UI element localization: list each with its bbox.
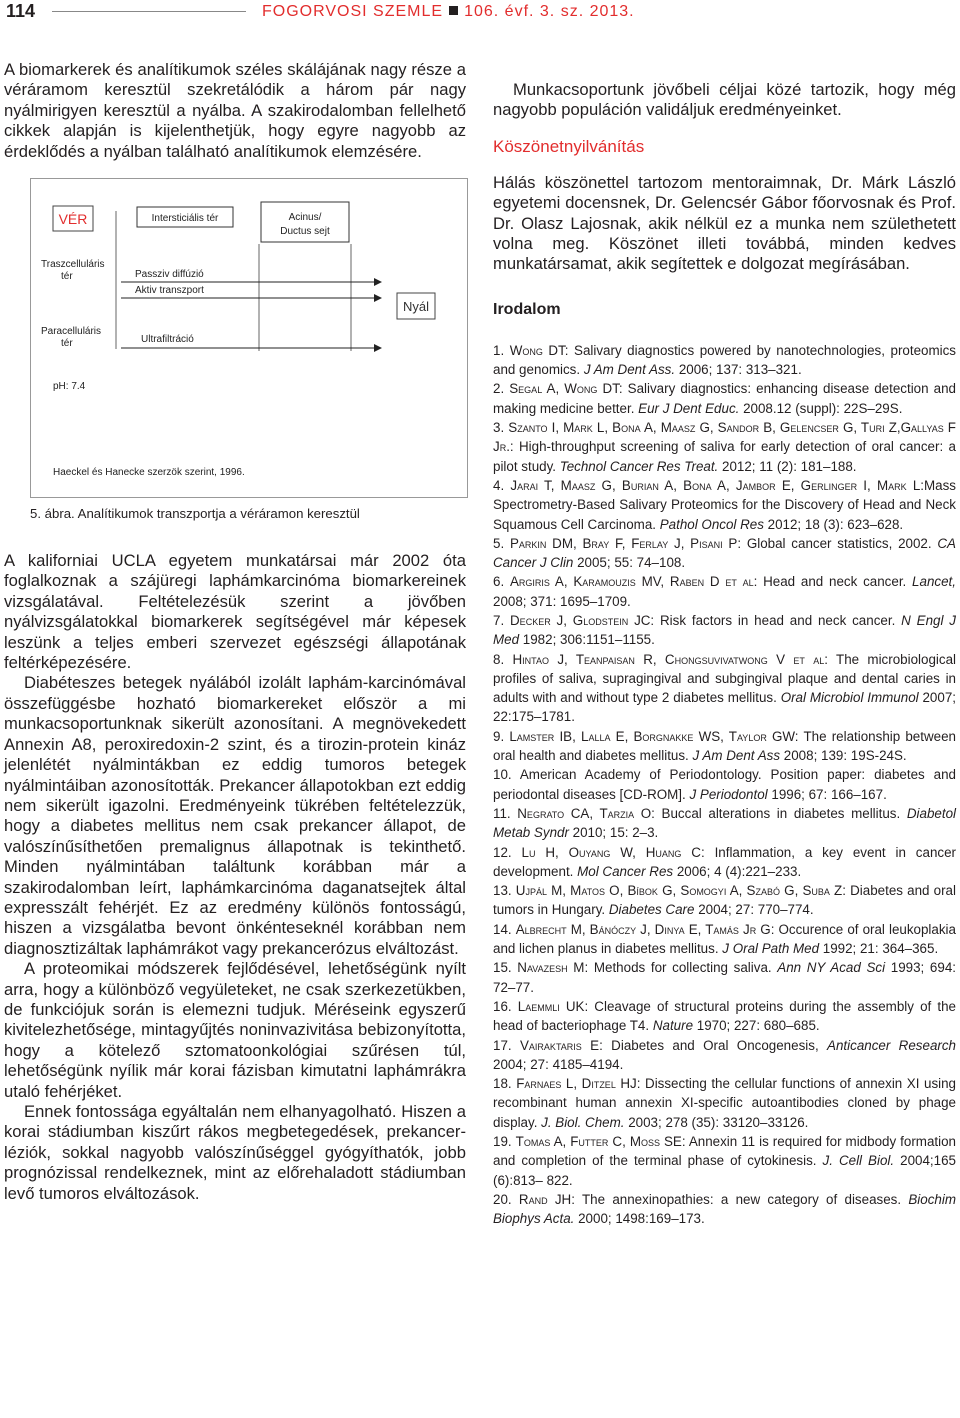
reference-item: 2. Segal A, Wong DT: Salivary diagnostics: enhancing disease detection and making medicine better. Eur J Dent Educ. 2008.12 (suppl): 22S–29S. <box>493 381 956 416</box>
transport-diagram <box>31 179 467 497</box>
figure-caption <box>30 506 466 521</box>
reference-item: 13. Ujpál M, Matos O, Bíbok G, Somogyi A, Szabó G, Suba Z: Diabetes and oral tumors in Hungary. Diabetes Care 2004; 27: 770–774. <box>493 883 956 918</box>
journal-name: FOGORVOSI SZEMLE <box>262 3 444 20</box>
figure-source: Haeckel és Hanecke szerzök szerint, 1996. <box>53 467 245 479</box>
reference-item: 17. Vairaktaris E: Diabetes and Oral Oncogenesis, Anticancer Research 2004; 27: 4185–4194. <box>493 1037 956 1072</box>
body-paragraph-2: Diabéteszes betegek nyálából izolált laphám-karcinómával összefüggésbe hozható biomarkereket először a mi munkacsoportunknak sikerült azonosítani. A megnövekedett Annexin A8, peroxiredoxin-2 szint, és a tirozin-protein kináz jelenlétét nyálmintákban ez eddig tumoros betegek nyálmintáiban azonosították. Prekancer állapotokban ezt eddig nem sikerült igazolni. Eredményeink tükrében feltételezzük, hogy a diabetes mellitus nem csak prekancer állapot, de valószínűsíthetően premalignus állapotnak is tekinthető. Minden nyálmintában találtunk korábban már a szakirodalomban leírt, laphámkarcinóma daganatsejtek által expresszált fehérjét. Ez az eredmény különös fontosságú, hiszen a vizsgálatba bevont önkénteseknél korábban nem diagnosztizáltak laphámrákot vagy prekancerózus elváltozást. <box>4 673 466 958</box>
transcellular-label-2: tér <box>61 271 73 283</box>
header-rule <box>52 11 246 12</box>
transcellular-label: Traszcelluláris <box>41 259 105 271</box>
reference-item: 10. American Academy of Periodontology. Position paper: diabetes and periodontal diseases [CD-ROM]. J Periodontol 1996; 67: 166–167. <box>493 767 957 802</box>
ultrafiltration-label: Ultrafiltráció <box>141 334 194 346</box>
reference-item: 15. Navazesh M: Methods for collecting saliva. Ann NY Acad Sci 1993; 694: 72–77. <box>493 960 956 995</box>
caption-number: 5. ábra. <box>30 506 75 522</box>
reference-item: 9. Lamster IB, Lalla E, Borgnakke WS, Taylor GW: The relationship between oral health and diabetes mellitus. J Am Dent Ass 2008; 139: 19S-24S. <box>493 728 956 764</box>
references-heading: Irodalom <box>493 300 561 318</box>
reference-item: 5. Parkin DM, Bray F, Ferlay J, Pisani P: Global cancer statistics, 2002. CA Cancer J Clin 2005; 55: 74–108. <box>493 535 956 571</box>
reference-item: 6. Argiris A, Karamouzis MV, Raben D et al: Head and neck cancer. Lancet, 2008; 371: 1695–1709. <box>493 574 956 609</box>
reference-item: 14. Albrecht M, Bánóczy J, Dinya E, Tamás Jr G: Occurence of oral leukoplakia and lichen planus in diabetes mellitus. J Oral Path Med 1992; 21: 364–365. <box>493 921 956 957</box>
body-paragraph-3: A proteomikai módszerek fejlődésével, lehetőségünk nyílt arra, hogy a különböző vegyületeket, ne csak szerkezetükben, de funkciójuk során is elemezni tudjuk. Méréseink egyszerű kivitelezhetősége, mintagyűjtés noninvazivitása bebizonyította, hogy a kötelező sztomatoonkológiai szűrésen túl, lehetőségünk nyílik már korai fázisban kimutatni laphámrákra utaló fehérjéket. <box>4 959 466 1101</box>
body-paragraph-1: A kaliforniai UCLA egyetem munkatársai már 2002 óta foglalkoznak a szájüregi laphámkarcinóma biomarkereinek vizsgálatával. Feltételezésük szerint a jövőben nyálvizsgálatokkal biomarkerek segítségével már képesek leszünk a teljes emberi szervezet egészségi állapotának feltérképezésére. <box>4 551 466 673</box>
reference-item: 3. Szanto I, Mark L, Bona A, Maasz G, Sandor B, Gelencser G, Turi Z,Gallyas F Jr.: High-throughput screening of saliva for early detection of oral cancer: a pilot study. Technol Cancer Res Treat. 2012; 11 (2): 181–188. <box>493 420 956 474</box>
reference-list <box>493 341 956 1229</box>
intro-paragraph: A biomarkerek és analítikumok széles skálájának nagy része a véráramom keresztül szekretálódik a három pár nagy nyálmirigyen keresztül a nyálba. A szakirodalomban fellelhető cikkek alapján is kijelenthetjük, hogy egyre nagyobb az érdeklődés a nyálban található analítikumok elemzésére. <box>4 60 466 161</box>
journal-issue: 106. évf. 3. sz. 2013. <box>464 3 635 20</box>
acknowledgement-heading: Köszönetnyilvánítás <box>493 136 645 156</box>
acknowledgement-text: Hálás köszönettel tartozom mentoraimnak, Dr. Márk László egyetemi docensnek, Dr. Gelencsér Gábor főorvosnak és Prof. Dr. Olasz Lajosnak, akik nélkül ez a munka nem születhetett volna meg. Köszönet illeti továbbá, minden kedves munkatársamat, akik segítettek e dolgozat megírásában. <box>493 172 956 274</box>
nyal-label: Nyál <box>402 299 430 315</box>
conclusion-paragraph: Munkacsoportunk jövőbeli céljai közé tartozik, hogy még nagyobb populáción validáljuk eredményeinket. <box>493 80 956 120</box>
left-column <box>4 60 466 1204</box>
ph-label: pH: 7.4 <box>53 381 86 393</box>
reference-item: 8. Hintao J, Teanpaisan R, Chongsuvivatwong V et al: The microbiological profiles of saliva, supragingival and subgingival plaque and dental caries in adults with and without type 2 diabetes mellitus. Oral Microbiol Immunol 2007; 22:175–1781. <box>493 651 956 725</box>
reference-item: 16. Laemmli UK: Cleavage of structural proteins during the assembly of the head of bacteriophage T4. Nature 1970; 227: 680–685. <box>493 998 956 1034</box>
figure-5 <box>30 178 468 498</box>
caption-text: Analítikumok transzportja a véráramon keresztül <box>77 506 360 522</box>
reference-item: 1. Wong DT: Salivary diagnostics powered by nanotechnologies, proteomics and genomics. J Am Dent Ass. 2006; 137: 313–321. <box>493 342 956 378</box>
right-column <box>493 80 956 1229</box>
reference-item: 4. Jarai T, Maasz G, Burian A, Bona A, Jambor E, Gerlinger I, Mark L:Mass Spectrometry-Based Salivary Proteomics for the Discovery of Head and Neck Squamous Cell Carcinoma. Pathol Oncol Res 2012; 18 (3): 623–628. <box>493 477 956 532</box>
page-number: 114 <box>6 1 36 21</box>
ductus-label: Ductus sejt <box>280 226 330 238</box>
reference-item: 11. Negrato CA, Tarzia O: Buccal alterations in diabetes mellitus. Diabetol Metab Syndr 2010; 15: 2–3. <box>493 805 956 841</box>
running-header <box>0 0 960 30</box>
interstitial-label: Intersticiális tér <box>151 213 219 225</box>
ver-label: VÉR <box>58 211 88 228</box>
square-bullet-icon <box>449 6 458 15</box>
reference-item: 7. Decker J, Glodstein JC: Risk factors in head and neck cancer. N Engl J Med 1982; 306:1151–1155. <box>493 613 956 648</box>
reference-item: 19. Tomas A, Futter C, Moss SE: Annexin 11 is required for midbody formation and completion of the terminal phase of cytokinesis. J. Cell Biol. 2004;165 (6):813– 822. <box>493 1134 956 1188</box>
active-transport-label: Aktiv transzport <box>135 285 204 297</box>
acinus-label: Acinus/ <box>288 212 322 224</box>
passive-diffusion-label: Passziv diffúzió <box>135 269 204 281</box>
journal-title <box>262 3 635 21</box>
reference-item: 20. Rand JH: The annexinopathies: a new category of diseases. Biochim Biophys Acta. 2000; 1498:169–173. <box>493 1191 956 1227</box>
body-paragraph-4: Ennek fontossága egyáltalán nem elhanyagolható. Hiszen a korai stádiumban kiszűrt rákos megbetegedések, prekancer-léziók, sokkal nagyobb valószínűséggel gyógyíthatók, jobb prognózissal rendelkeznek, mint az előrehaladott stádiumban levő tumoros elváltozások. <box>4 1102 466 1203</box>
reference-item: 18. Farnaes L, Ditzel HJ: Dissecting the cellular functions of annexin XI using recombinant human annexin XI-specific autoantibodies cloned by phage display. J. Biol. Chem. 2003; 278 (35): 33120–33126. <box>493 1076 957 1130</box>
paracellular-label: Paracelluláris <box>41 326 102 338</box>
paracellular-label-2: tér <box>61 338 73 350</box>
reference-item: 12. Lu H, Ouyang W, Huang C: Inflammation, a key event in cancer development. Mol Cancer Res 2006; 4 (4):221–233. <box>493 844 956 879</box>
